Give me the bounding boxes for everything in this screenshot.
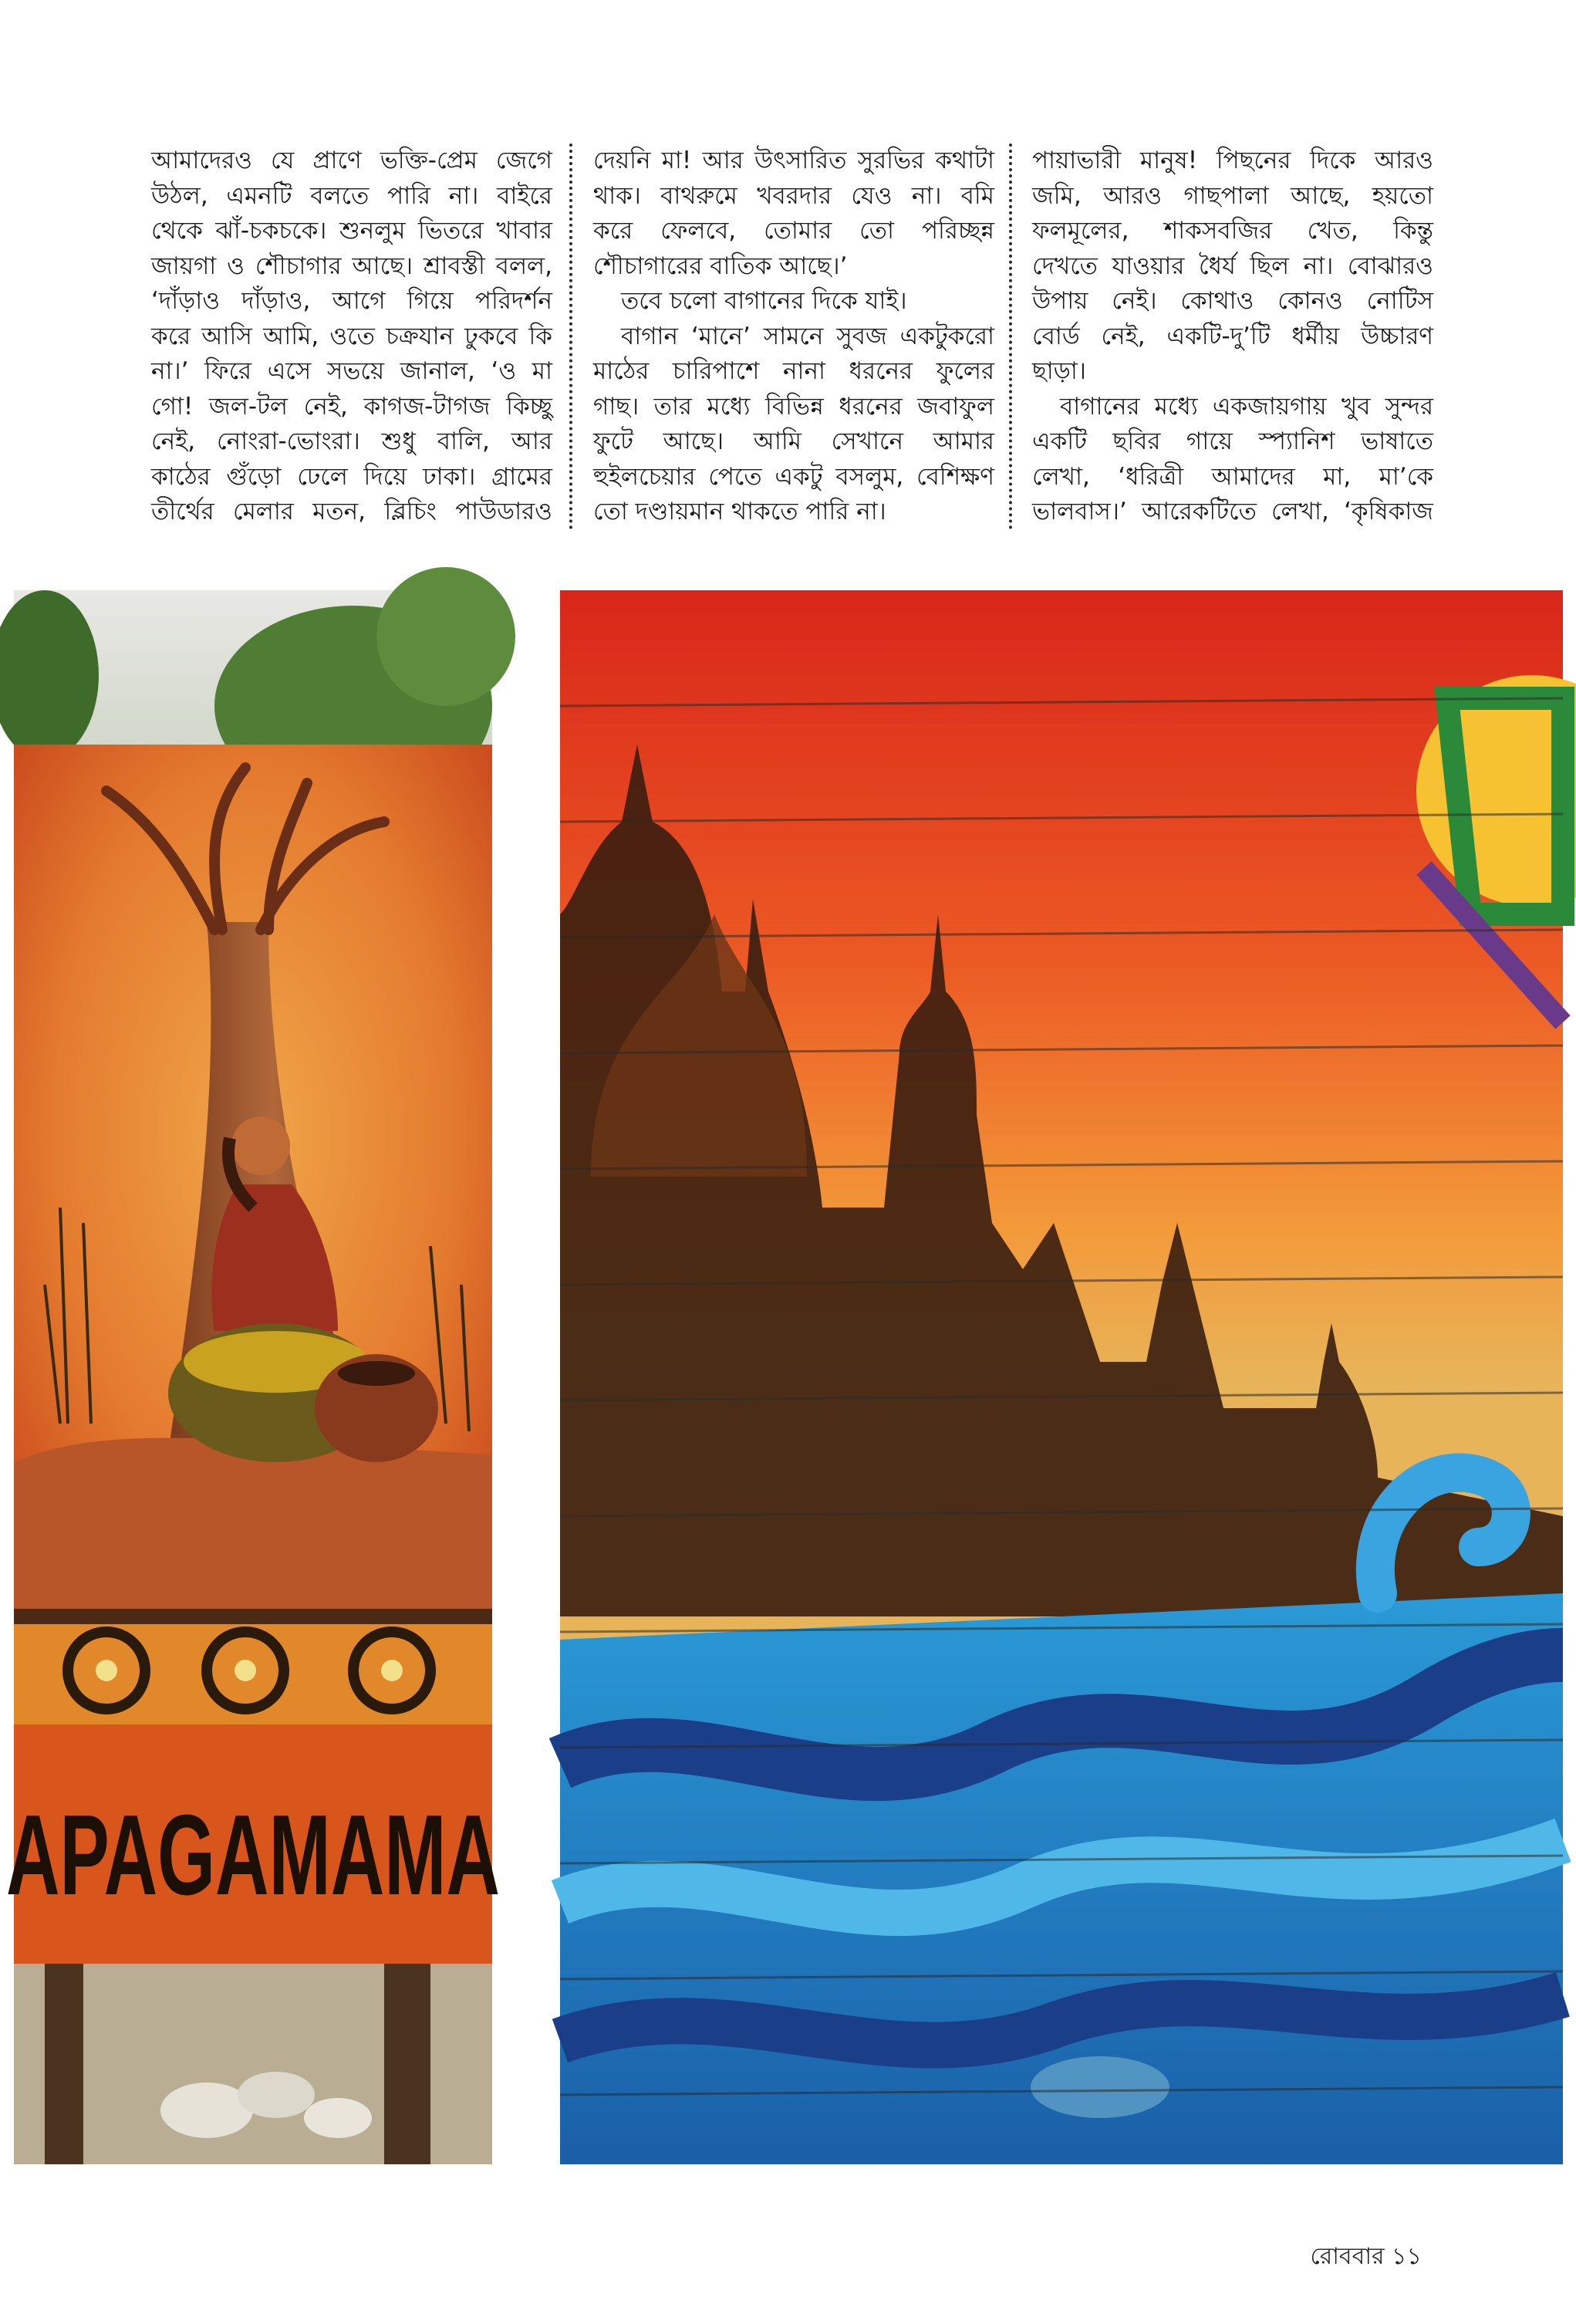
text-line: হুইলচেয়ার পেতে একটু বসলুম, বেশিক্ষণ — [593, 462, 994, 491]
text-line: জায়গা ও শৌচাগার আছে। শ্রাবস্তী বলল, — [151, 252, 552, 280]
text-line: লেখা, ‘ধরিত্রী আমাদের মা, মা’কে — [1032, 462, 1433, 491]
article-column-2 — [593, 144, 994, 530]
text-line: তবে চলো বাগানের দিকে যাই। — [621, 287, 907, 315]
column-divider — [1009, 144, 1012, 529]
text-line: উপায় নেই। কোথাও কোনও নোটিস — [1032, 287, 1433, 315]
text-line: ছাড়া। — [1032, 357, 1086, 385]
text-line: ভালবাস।’ আরেকটিতে লেখা, ‘কৃষিকাজ — [1032, 498, 1433, 525]
text-line: থাক। বাথরুমে খবরদার যেও না। বমি — [593, 181, 994, 210]
text-line: জমি, আরও গাছপালা আছে, হয়তো — [1032, 181, 1433, 210]
text-line: থেকে ঝাঁ-চকচকে। শুনলুম ভিতরে খাবার — [151, 217, 552, 245]
text-line: শৌচাগারের বাতিক আছে।’ — [593, 252, 848, 280]
mural-photo-tree-woman — [6, 590, 500, 2164]
text-line: করে ফেলবে, তোমার তো পরিচ্ছন্ন — [593, 217, 994, 245]
text-line: করে আসি আমি, ওতে চক্রযান ঢুকবে কি — [151, 322, 552, 350]
text-line: একটি ছবির গায়ে স্প্যানিশ ভাষাতে — [1032, 427, 1433, 455]
text-line: গাছ। তার মধ্যে বিভিন্ন ধরনের জবাফুল — [593, 392, 994, 421]
mural-photo-temples-waves — [560, 590, 1563, 2164]
column-divider — [569, 144, 572, 529]
text-line: তো দণ্ডায়মান থাকতে পারি না। — [593, 498, 886, 525]
article-column-3 — [1032, 144, 1433, 530]
text-line: উঠল, এমনটি বলতে পারি না। বাইরে — [151, 181, 552, 210]
text-line: ফলমূলের, শাকসবজির খেত, কিন্তু — [1032, 217, 1433, 245]
text-line: নেই, নোংরা-ভোংরা। শুধু বালি, আর — [151, 427, 552, 455]
text-line: কাঠের গুঁড়ো ঢেলে দিয়ে ঢাকা। গ্রামের — [151, 462, 552, 491]
mural-photo-right — [560, 590, 1563, 2164]
mural-sign-text: APAGAMAMA — [6, 1792, 500, 1919]
page-folio: রোববার ১১ — [1310, 2243, 1422, 2270]
mural-photo-left — [6, 590, 500, 2164]
text-line: পায়াভারী মানুষ! পিছনের দিকে আরও — [1032, 147, 1433, 174]
text-line: না।’ ফিরে এসে সভয়ে জানাল, ‘ও মা — [151, 357, 552, 385]
text-line: দেয়নি মা! আর উৎসারিত সুরভির কথাটা — [593, 147, 994, 174]
text-line: মাঠের চারিপাশে নানা ধরনের ফুলের — [593, 357, 994, 385]
text-line: তীর্থের মেলার মতন, ব্লিচিং পাউডারও — [151, 498, 552, 525]
text-line: দেখতে যাওয়ার ধৈর্য ছিল না। বোঝারও — [1032, 252, 1433, 280]
text-line: বাগানের মধ্যে একজায়গায় খুব সুন্দর — [1060, 392, 1433, 421]
text-line: গো! জল-টল নেই, কাগজ-টাগজ কিচ্ছু — [151, 392, 552, 421]
text-line: ‘দাঁড়াও দাঁড়াও, আগে গিয়ে পরিদর্শন — [151, 287, 552, 315]
text-line: আমাদেরও যে প্রাণে ভক্তি-প্রেম জেগে — [151, 147, 552, 174]
text-line: ফুটে আছে। আমি সেখানে আমার — [593, 427, 994, 455]
article-column-1 — [151, 144, 552, 530]
text-line: বাগান ‘মানে’ সামনে সুবজ একটুকরো — [621, 322, 994, 350]
text-line: বোর্ড নেই, একটি-দু’টি ধর্মীয় উচ্চারণ — [1032, 322, 1433, 350]
